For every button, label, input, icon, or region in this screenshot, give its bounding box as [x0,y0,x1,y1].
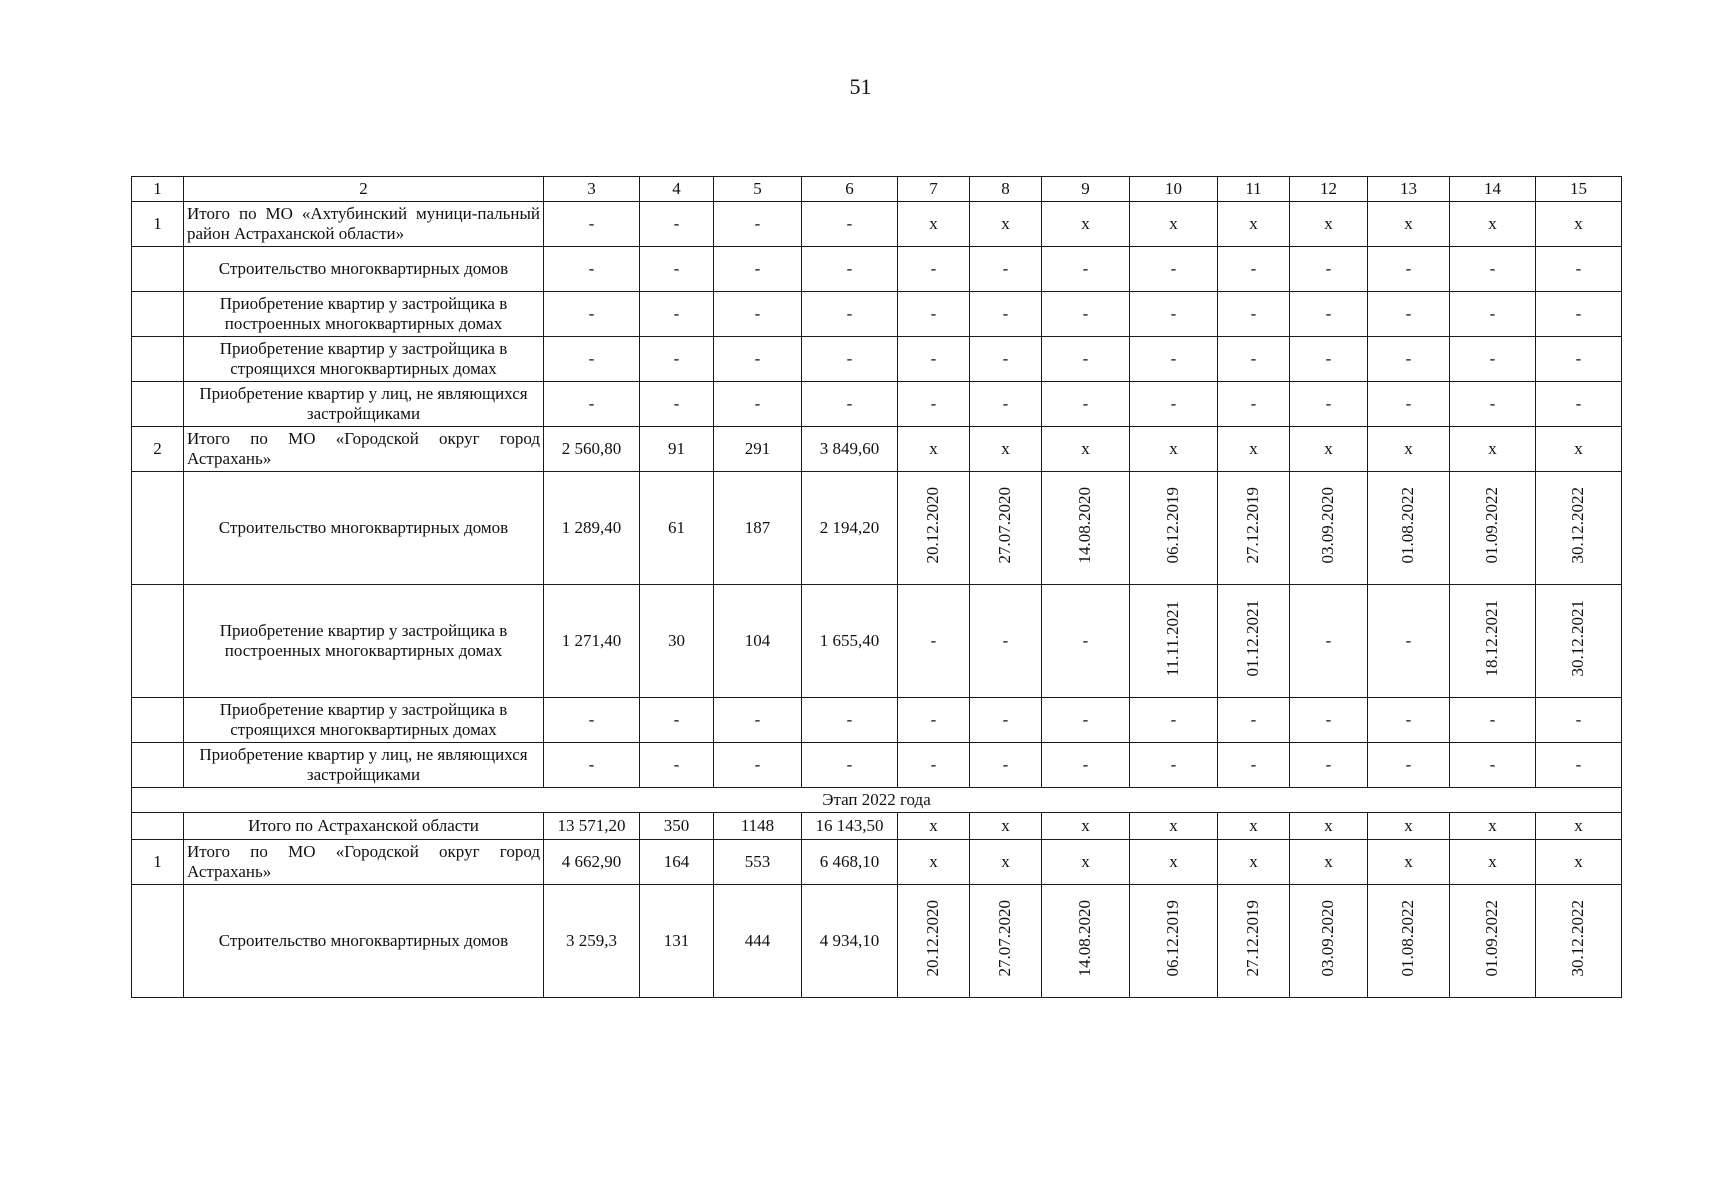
value-cell: 6 468,10 [802,840,898,885]
mark-cell: x [1368,202,1450,247]
table-row [132,885,1622,998]
mark-cell: - [1368,247,1450,292]
row-name: Строительство многоквартирных домов [184,885,544,998]
value-cell: - [640,202,714,247]
value-cell: - [640,698,714,743]
mark-cell: x [1450,813,1536,840]
value-cell: 444 [714,885,802,998]
mark-cell: x [1450,202,1536,247]
date-text: 01.09.2022 [1482,900,1502,977]
value-cell: 1 289,40 [544,472,640,585]
row-number: 2 [132,427,184,472]
date-cell [1368,885,1450,998]
mark-cell: x [1368,427,1450,472]
value-cell: 3 849,60 [802,427,898,472]
row-number [132,472,184,585]
header-cell: 5 [714,177,802,202]
value-cell: 1 655,40 [802,585,898,698]
value-cell: 2 194,20 [802,472,898,585]
value-cell: - [544,698,640,743]
value-cell: 131 [640,885,714,998]
date-cell [1130,472,1218,585]
date-text: 20.12.2020 [923,487,943,564]
row-number [132,292,184,337]
header-cell: 8 [970,177,1042,202]
mark-cell: - [1368,698,1450,743]
row-name: Приобретение квартир у застройщика в строящихся многоквартирных домах [184,698,544,743]
date-cell [1218,585,1290,698]
stage-label: Этап 2022 года [132,788,1622,813]
value-cell: - [544,337,640,382]
date-text: 06.12.2019 [1163,487,1183,564]
date-text: 01.08.2022 [1398,487,1418,564]
row-number [132,743,184,788]
mark-cell: x [1130,840,1218,885]
mark-cell: x [970,813,1042,840]
mark-cell: - [1450,698,1536,743]
mark-cell: - [1218,292,1290,337]
mark-cell: - [1130,292,1218,337]
value-cell: - [802,743,898,788]
table-row [132,427,1622,472]
value-cell: 291 [714,427,802,472]
mark-cell: - [1536,337,1622,382]
mark-cell: - [1450,292,1536,337]
header-row [132,177,1622,202]
value-cell: 1 271,40 [544,585,640,698]
mark-cell: - [970,698,1042,743]
mark-cell: - [1290,292,1368,337]
date-cell [1290,472,1368,585]
mark-cell: - [970,337,1042,382]
date-text: 20.12.2020 [923,900,943,977]
mark-cell: - [1130,247,1218,292]
row-number: 1 [132,840,184,885]
value-cell: 187 [714,472,802,585]
mark-cell: - [898,743,970,788]
row-name: Итого по МО «Городской округ город Астрахань» [184,427,544,472]
row-number [132,698,184,743]
date-cell [1536,585,1622,698]
table-row [132,840,1622,885]
mark-cell: - [1130,382,1218,427]
value-cell: 91 [640,427,714,472]
mark-cell: - [1042,292,1130,337]
row-number [132,382,184,427]
date-text: 18.12.2021 [1482,600,1502,677]
mark-cell: - [970,585,1042,698]
mark-cell: - [1290,743,1368,788]
header-cell: 14 [1450,177,1536,202]
mark-cell: - [970,382,1042,427]
mark-cell: x [1042,427,1130,472]
mark-cell: x [970,840,1042,885]
row-number [132,585,184,698]
mark-cell: x [1042,813,1130,840]
mark-cell: x [970,202,1042,247]
value-cell: 4 662,90 [544,840,640,885]
row-name: Итого по Астраханской области [184,813,544,840]
mark-cell: x [898,427,970,472]
mark-cell: - [1368,292,1450,337]
header-cell: 1 [132,177,184,202]
mark-cell: x [898,202,970,247]
table-row [132,337,1622,382]
mark-cell: - [1450,247,1536,292]
table-row [132,813,1622,840]
table-row [132,247,1622,292]
date-cell [1042,885,1130,998]
value-cell: - [714,247,802,292]
mark-cell: - [970,292,1042,337]
value-cell: - [802,292,898,337]
mark-cell: - [898,585,970,698]
page-number: 51 [849,74,872,99]
date-text: 01.12.2021 [1243,600,1263,677]
value-cell: - [544,292,640,337]
mark-cell: x [1130,813,1218,840]
date-text: 27.07.2020 [995,487,1015,564]
date-text: 27.12.2019 [1243,487,1263,564]
mark-cell: - [1290,698,1368,743]
mark-cell: - [1450,743,1536,788]
mark-cell: - [1368,382,1450,427]
mark-cell: - [1290,337,1368,382]
date-text: 30.12.2021 [1568,600,1588,677]
value-cell: 104 [714,585,802,698]
date-cell [1450,472,1536,585]
date-cell [1536,885,1622,998]
mark-cell: - [898,247,970,292]
table-row [132,382,1622,427]
date-text: 27.07.2020 [995,900,1015,977]
value-cell: - [544,202,640,247]
header-cell: 7 [898,177,970,202]
value-cell: - [802,337,898,382]
row-name: Приобретение квартир у застройщика в строящихся многоквартирных домах [184,337,544,382]
mark-cell: - [1130,337,1218,382]
mark-cell: - [1290,382,1368,427]
value-cell: - [544,743,640,788]
row-name: Строительство многоквартирных домов [184,472,544,585]
mark-cell: - [1290,585,1368,698]
date-cell [1218,472,1290,585]
date-cell [970,472,1042,585]
date-cell [1290,885,1368,998]
header-cell: 9 [1042,177,1130,202]
date-cell [1218,885,1290,998]
mark-cell: x [1536,202,1622,247]
date-text: 01.08.2022 [1398,900,1418,977]
mark-cell: x [1290,427,1368,472]
value-cell: 61 [640,472,714,585]
value-cell: - [640,337,714,382]
mark-cell: - [1536,382,1622,427]
header-cell: 6 [802,177,898,202]
mark-cell: x [898,840,970,885]
mark-cell: x [1042,202,1130,247]
mark-cell: - [1218,247,1290,292]
value-cell: - [802,698,898,743]
mark-cell: - [1536,743,1622,788]
mark-cell: - [1042,247,1130,292]
mark-cell: - [1130,743,1218,788]
mark-cell: - [1450,382,1536,427]
date-text: 03.09.2020 [1318,487,1338,564]
header-cell: 4 [640,177,714,202]
value-cell: - [640,743,714,788]
mark-cell: - [1536,247,1622,292]
stage-row [132,788,1622,813]
mark-cell: - [1042,698,1130,743]
value-cell: - [640,382,714,427]
date-cell [898,472,970,585]
date-cell [1450,585,1536,698]
value-cell: - [714,292,802,337]
table-row [132,585,1622,698]
date-text: 27.12.2019 [1243,900,1263,977]
value-cell: - [640,292,714,337]
value-cell: 16 143,50 [802,813,898,840]
date-cell [1130,585,1218,698]
date-text: 14.08.2020 [1075,487,1095,564]
mark-cell: x [970,427,1042,472]
header-cell: 3 [544,177,640,202]
mark-cell: x [1450,427,1536,472]
value-cell: - [802,247,898,292]
table-row [132,202,1622,247]
mark-cell: - [898,698,970,743]
mark-cell: - [1218,337,1290,382]
row-name: Приобретение квартир у застройщика в построенных многоквартирных домах [184,292,544,337]
mark-cell: - [1450,337,1536,382]
date-cell [898,885,970,998]
row-number [132,813,184,840]
date-text: 30.12.2022 [1568,487,1588,564]
program-table [131,176,1622,998]
date-cell [1536,472,1622,585]
row-number [132,247,184,292]
header-cell: 11 [1218,177,1290,202]
mark-cell: x [1218,840,1290,885]
value-cell: 553 [714,840,802,885]
mark-cell: - [1042,382,1130,427]
date-cell [1368,472,1450,585]
mark-cell: - [1218,382,1290,427]
mark-cell: x [1218,427,1290,472]
mark-cell: - [898,292,970,337]
mark-cell: x [1290,202,1368,247]
table-row [132,472,1622,585]
row-number [132,337,184,382]
table-row [132,292,1622,337]
header-cell: 2 [184,177,544,202]
row-name: Итого по МО «Городской округ город Астрахань» [184,840,544,885]
row-name: Итого по МО «Ахтубинский муници-пальный район Астраханской области» [184,202,544,247]
value-cell: - [714,698,802,743]
row-name: Приобретение квартир у застройщика в построенных многоквартирных домах [184,585,544,698]
mark-cell: x [1536,840,1622,885]
mark-cell: x [1536,427,1622,472]
mark-cell: x [1130,427,1218,472]
row-number [132,885,184,998]
date-cell [1042,472,1130,585]
value-cell: - [802,202,898,247]
value-cell: 13 571,20 [544,813,640,840]
date-text: 03.09.2020 [1318,900,1338,977]
header-cell: 15 [1536,177,1622,202]
mark-cell: x [1290,813,1368,840]
mark-cell: - [1368,337,1450,382]
mark-cell: - [1368,743,1450,788]
mark-cell: - [970,247,1042,292]
row-name: Приобретение квартир у лиц, не являющихся застройщиками [184,743,544,788]
date-cell [1450,885,1536,998]
mark-cell: - [1290,247,1368,292]
value-cell: - [714,337,802,382]
mark-cell: - [1130,698,1218,743]
mark-cell: - [1218,698,1290,743]
mark-cell: x [1536,813,1622,840]
header-cell: 10 [1130,177,1218,202]
table-row [132,698,1622,743]
mark-cell: - [1042,743,1130,788]
value-cell: - [714,202,802,247]
mark-cell: x [1290,840,1368,885]
mark-cell: x [898,813,970,840]
row-name: Строительство многоквартирных домов [184,247,544,292]
value-cell: - [544,382,640,427]
date-text: 01.09.2022 [1482,487,1502,564]
row-name: Приобретение квартир у лиц, не являющихся застройщиками [184,382,544,427]
value-cell: 164 [640,840,714,885]
value-cell: 30 [640,585,714,698]
value-cell: 4 934,10 [802,885,898,998]
mark-cell: - [1042,585,1130,698]
date-text: 06.12.2019 [1163,900,1183,977]
mark-cell: - [1042,337,1130,382]
mark-cell: - [970,743,1042,788]
mark-cell: x [1450,840,1536,885]
value-cell: - [714,743,802,788]
value-cell: 2 560,80 [544,427,640,472]
mark-cell: x [1218,202,1290,247]
value-cell: - [640,247,714,292]
mark-cell: - [1536,292,1622,337]
date-cell [970,885,1042,998]
value-cell: - [802,382,898,427]
header-cell: 13 [1368,177,1450,202]
mark-cell: - [1218,743,1290,788]
value-cell: 350 [640,813,714,840]
mark-cell: - [1368,585,1450,698]
mark-cell: x [1368,813,1450,840]
mark-cell: x [1368,840,1450,885]
mark-cell: x [1130,202,1218,247]
mark-cell: x [1218,813,1290,840]
mark-cell: - [1536,698,1622,743]
value-cell: - [714,382,802,427]
date-text: 30.12.2022 [1568,900,1588,977]
date-text: 14.08.2020 [1075,900,1095,977]
table-row [132,743,1622,788]
header-cell: 12 [1290,177,1368,202]
value-cell: - [544,247,640,292]
value-cell: 1148 [714,813,802,840]
value-cell: 3 259,3 [544,885,640,998]
mark-cell: - [898,337,970,382]
row-number: 1 [132,202,184,247]
date-text: 11.11.2021 [1163,600,1183,676]
mark-cell: x [1042,840,1130,885]
mark-cell: - [898,382,970,427]
date-cell [1130,885,1218,998]
